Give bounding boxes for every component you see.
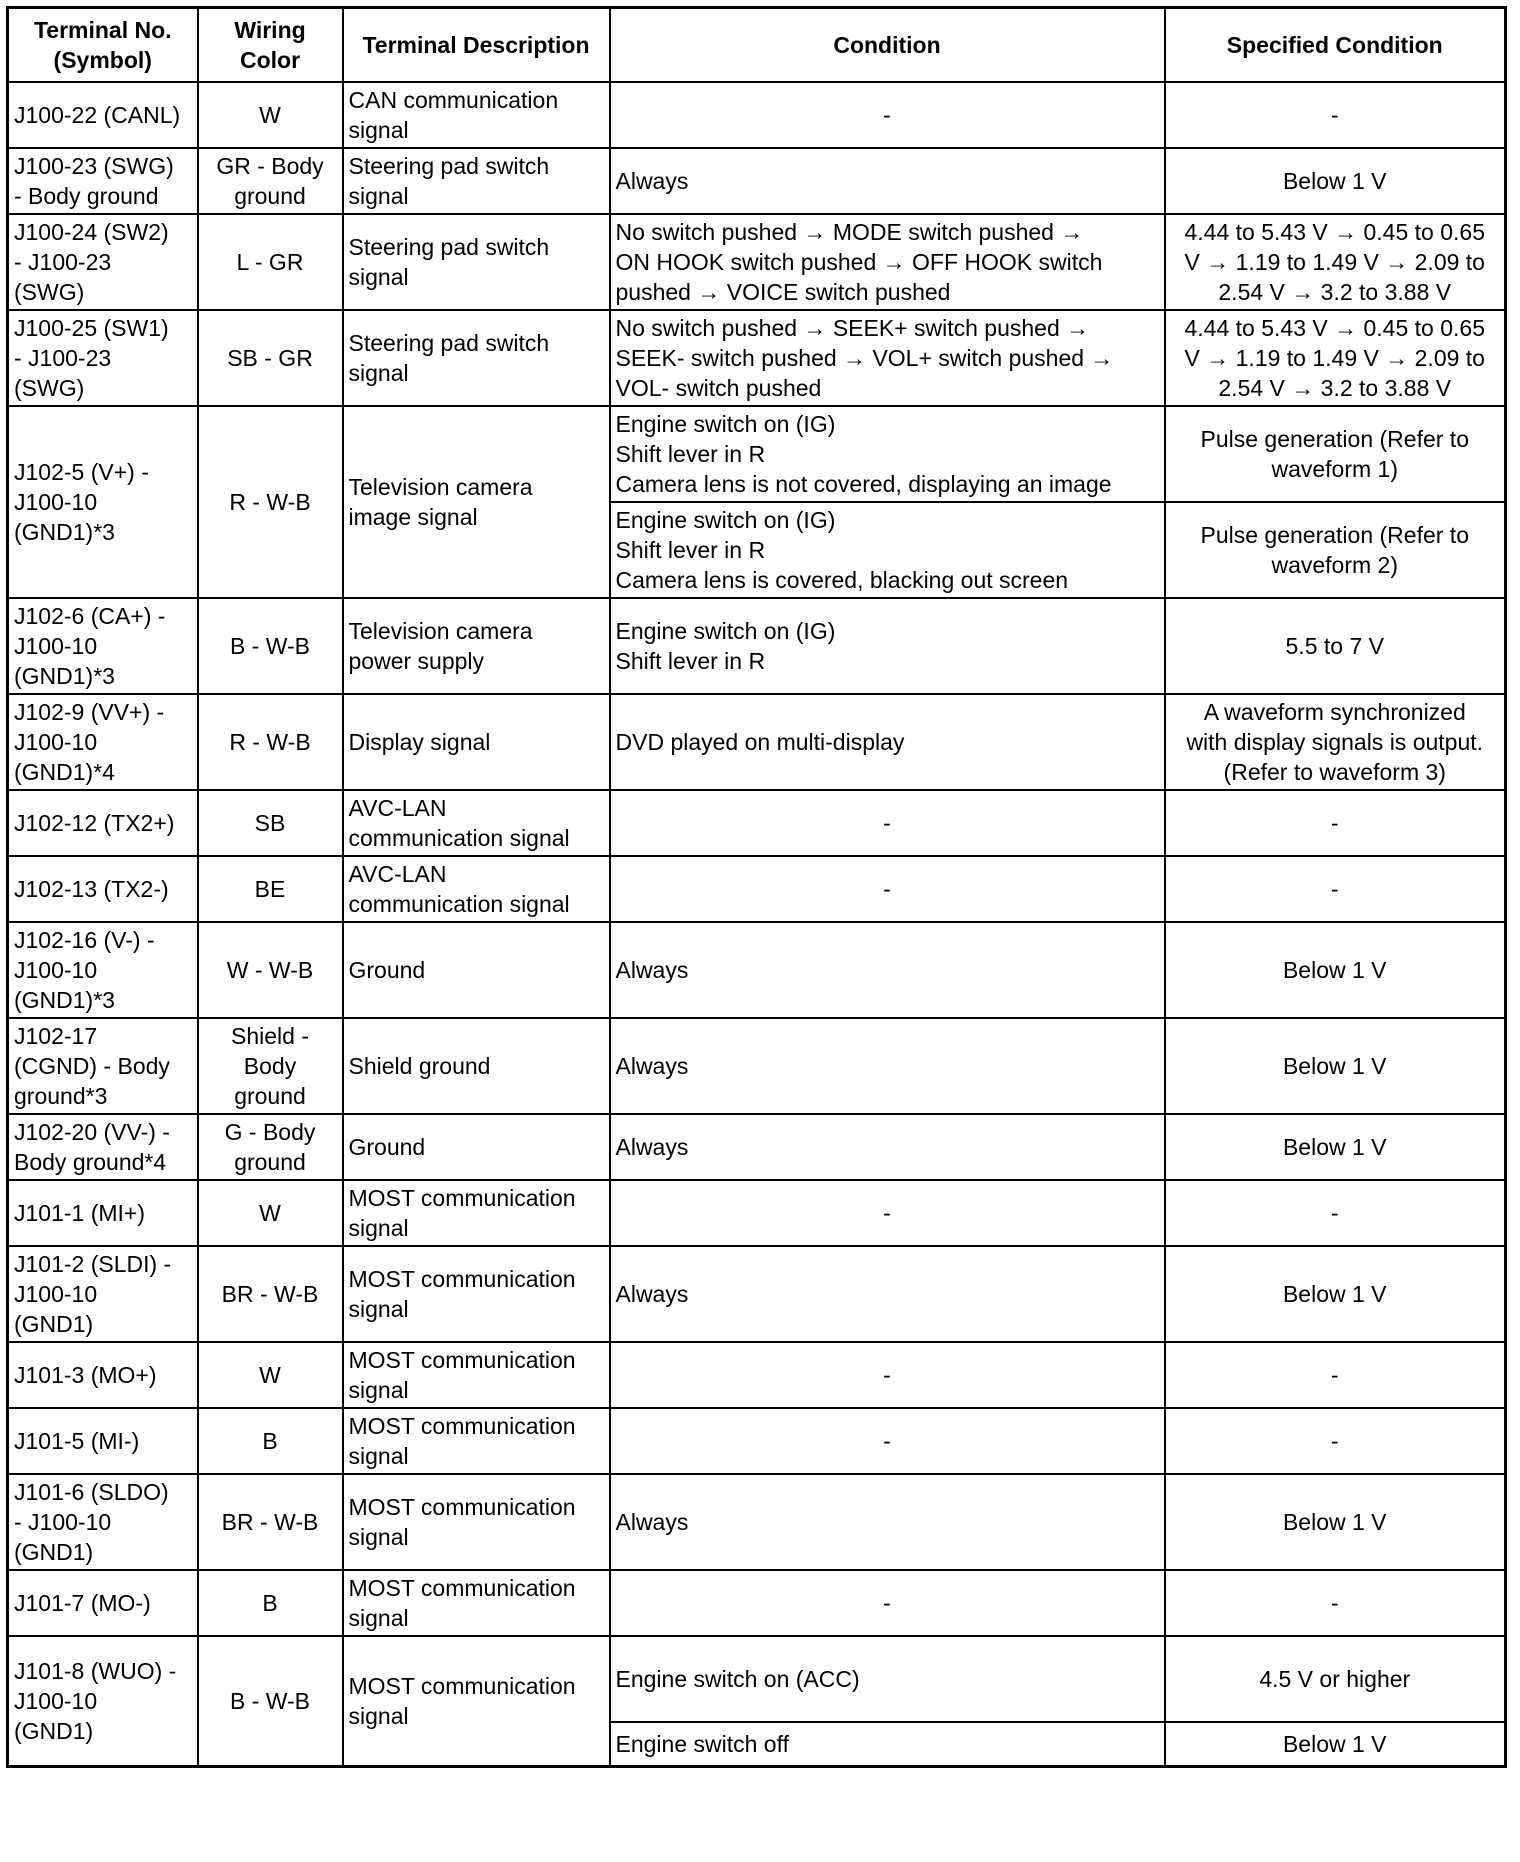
condition-cell: - xyxy=(610,1180,1165,1246)
condition-cell: Engine switch on (IG) Shift lever in R xyxy=(610,598,1165,694)
specified-condition-cell: - xyxy=(1165,1570,1506,1636)
wiring-color-cell: B xyxy=(198,1570,343,1636)
terminal-cell: J102-9 (VV+) - J100-10 (GND1)*4 xyxy=(8,694,198,790)
table-row xyxy=(8,1408,1506,1474)
table-row xyxy=(8,856,1506,922)
table-header-row xyxy=(8,8,1506,83)
table-row xyxy=(8,1180,1506,1246)
specified-condition-cell: Below 1 V xyxy=(1165,1474,1506,1570)
terminal-description-cell: Display signal xyxy=(343,694,610,790)
wiring-color-cell: W xyxy=(198,82,343,148)
terminal-description-cell: Steering pad switch signal xyxy=(343,310,610,406)
terminal-cell: J102-17 (CGND) - Body ground*3 xyxy=(8,1018,198,1114)
terminal-cell: J100-22 (CANL) xyxy=(8,82,198,148)
condition-cell: Always xyxy=(610,1246,1165,1342)
wiring-color-cell: GR - Body ground xyxy=(198,148,343,214)
condition-cell: Always xyxy=(610,148,1165,214)
table-row xyxy=(8,214,1506,310)
table-row xyxy=(8,1342,1506,1408)
wiring-color-cell: BR - W-B xyxy=(198,1474,343,1570)
header-wiring-color: Wiring Color xyxy=(198,8,343,83)
condition-cell: Engine switch on (IG) Shift lever in R Camera lens is not covered, displaying an image xyxy=(610,406,1165,502)
terminal-description-cell: AVC-LAN communication signal xyxy=(343,856,610,922)
wiring-color-cell: R - W-B xyxy=(198,406,343,598)
wiring-color-cell: W xyxy=(198,1342,343,1408)
condition-cell: No switch pushed → MODE switch pushed → ON HOOK switch pushed → OFF HOOK switch pushed → VOICE switch pushed xyxy=(610,214,1165,310)
specified-condition-cell: - xyxy=(1165,82,1506,148)
terminal-description-cell: CAN communication signal xyxy=(343,82,610,148)
condition-cell: Always xyxy=(610,1114,1165,1180)
terminal-cell: J101-7 (MO-) xyxy=(8,1570,198,1636)
wiring-color-cell: B xyxy=(198,1408,343,1474)
condition-cell: DVD played on multi-display xyxy=(610,694,1165,790)
terminal-description-cell: MOST communication signal xyxy=(343,1408,610,1474)
terminal-cell: J101-1 (MI+) xyxy=(8,1180,198,1246)
table-row xyxy=(8,82,1506,148)
specified-condition-cell: - xyxy=(1165,1342,1506,1408)
wiring-color-cell: W xyxy=(198,1180,343,1246)
condition-cell: Engine switch off xyxy=(610,1722,1165,1766)
table-row xyxy=(8,790,1506,856)
terminal-spec-table xyxy=(6,6,1507,1768)
terminal-cell: J102-16 (V-) - J100-10 (GND1)*3 xyxy=(8,922,198,1018)
table-row xyxy=(8,1636,1506,1722)
specified-condition-cell: - xyxy=(1165,856,1506,922)
condition-cell: Engine switch on (ACC) xyxy=(610,1636,1165,1722)
table-row xyxy=(8,406,1506,502)
table-row xyxy=(8,1246,1506,1342)
specified-condition-cell: Below 1 V xyxy=(1165,1722,1506,1766)
condition-cell: - xyxy=(610,856,1165,922)
terminal-cell: J102-13 (TX2-) xyxy=(8,856,198,922)
specified-condition-cell: Pulse generation (Refer to waveform 2) xyxy=(1165,502,1506,598)
terminal-description-cell: Ground xyxy=(343,1114,610,1180)
terminal-description-cell: MOST communication signal xyxy=(343,1570,610,1636)
wiring-color-cell: W - W-B xyxy=(198,922,343,1018)
terminal-cell: J101-6 (SLDO) - J100-10 (GND1) xyxy=(8,1474,198,1570)
header-condition: Condition xyxy=(610,8,1165,83)
condition-cell: - xyxy=(610,790,1165,856)
terminal-cell: J101-8 (WUO) - J100-10 (GND1) xyxy=(8,1636,198,1766)
condition-cell: - xyxy=(610,1342,1165,1408)
table-row xyxy=(8,310,1506,406)
specified-condition-cell: - xyxy=(1165,1180,1506,1246)
terminal-cell: J101-2 (SLDI) - J100-10 (GND1) xyxy=(8,1246,198,1342)
terminal-cell: J102-20 (VV-) - Body ground*4 xyxy=(8,1114,198,1180)
condition-cell: - xyxy=(610,82,1165,148)
terminal-description-cell: Steering pad switch signal xyxy=(343,214,610,310)
specified-condition-cell: Below 1 V xyxy=(1165,1018,1506,1114)
condition-cell: - xyxy=(610,1408,1165,1474)
specified-condition-cell: Below 1 V xyxy=(1165,1114,1506,1180)
wiring-color-cell: BE xyxy=(198,856,343,922)
terminal-description-cell: Television camera power supply xyxy=(343,598,610,694)
specified-condition-cell: 4.44 to 5.43 V → 0.45 to 0.65 V → 1.19 to 1.49 V → 2.09 to 2.54 V → 3.2 to 3.88 V xyxy=(1165,310,1506,406)
wiring-color-cell: B - W-B xyxy=(198,598,343,694)
table-row xyxy=(8,1114,1506,1180)
terminal-spec-page xyxy=(6,6,1504,1768)
condition-cell: No switch pushed → SEEK+ switch pushed → SEEK- switch pushed → VOL+ switch pushed → VOL- switch pushed xyxy=(610,310,1165,406)
wiring-color-cell: B - W-B xyxy=(198,1636,343,1766)
terminal-description-cell: Steering pad switch signal xyxy=(343,148,610,214)
table-row xyxy=(8,922,1506,1018)
table-row xyxy=(8,1018,1506,1114)
header-terminal-description: Terminal Description xyxy=(343,8,610,83)
terminal-cell: J102-6 (CA+) - J100-10 (GND1)*3 xyxy=(8,598,198,694)
wiring-color-cell: Shield - Body ground xyxy=(198,1018,343,1114)
specified-condition-cell: Pulse generation (Refer to waveform 1) xyxy=(1165,406,1506,502)
terminal-cell: J100-25 (SW1) - J100-23 (SWG) xyxy=(8,310,198,406)
table-row xyxy=(8,694,1506,790)
table-body xyxy=(8,82,1506,1766)
condition-cell: Always xyxy=(610,922,1165,1018)
wiring-color-cell: SB xyxy=(198,790,343,856)
table-row xyxy=(8,598,1506,694)
specified-condition-cell: 4.5 V or higher xyxy=(1165,1636,1506,1722)
condition-cell: Always xyxy=(610,1018,1165,1114)
specified-condition-cell: 5.5 to 7 V xyxy=(1165,598,1506,694)
specified-condition-cell: 4.44 to 5.43 V → 0.45 to 0.65 V → 1.19 to 1.49 V → 2.09 to 2.54 V → 3.2 to 3.88 V xyxy=(1165,214,1506,310)
terminal-cell: J100-24 (SW2) - J100-23 (SWG) xyxy=(8,214,198,310)
specified-condition-cell: - xyxy=(1165,790,1506,856)
condition-cell: Engine switch on (IG) Shift lever in R Camera lens is covered, blacking out screen xyxy=(610,502,1165,598)
wiring-color-cell: L - GR xyxy=(198,214,343,310)
condition-cell: - xyxy=(610,1570,1165,1636)
specified-condition-cell: Below 1 V xyxy=(1165,922,1506,1018)
terminal-description-cell: AVC-LAN communication signal xyxy=(343,790,610,856)
header-terminal: Terminal No. (Symbol) xyxy=(8,8,198,83)
wiring-color-cell: R - W-B xyxy=(198,694,343,790)
specified-condition-cell: Below 1 V xyxy=(1165,1246,1506,1342)
terminal-description-cell: Shield ground xyxy=(343,1018,610,1114)
table-row xyxy=(8,148,1506,214)
specified-condition-cell: - xyxy=(1165,1408,1506,1474)
terminal-cell: J102-5 (V+) - J100-10 (GND1)*3 xyxy=(8,406,198,598)
table-row xyxy=(8,1570,1506,1636)
table-row xyxy=(8,1474,1506,1570)
condition-cell: Always xyxy=(610,1474,1165,1570)
terminal-description-cell: MOST communication signal xyxy=(343,1342,610,1408)
terminal-description-cell: Ground xyxy=(343,922,610,1018)
specified-condition-cell: A waveform synchronized with display signals is output. (Refer to waveform 3) xyxy=(1165,694,1506,790)
wiring-color-cell: SB - GR xyxy=(198,310,343,406)
terminal-description-cell: MOST communication signal xyxy=(343,1636,610,1766)
terminal-description-cell: MOST communication signal xyxy=(343,1474,610,1570)
wiring-color-cell: G - Body ground xyxy=(198,1114,343,1180)
terminal-description-cell: Television camera image signal xyxy=(343,406,610,598)
terminal-cell: J101-3 (MO+) xyxy=(8,1342,198,1408)
header-specified-condition: Specified Condition xyxy=(1165,8,1506,83)
terminal-description-cell: MOST communication signal xyxy=(343,1246,610,1342)
terminal-description-cell: MOST communication signal xyxy=(343,1180,610,1246)
terminal-cell: J100-23 (SWG) - Body ground xyxy=(8,148,198,214)
terminal-cell: J102-12 (TX2+) xyxy=(8,790,198,856)
specified-condition-cell: Below 1 V xyxy=(1165,148,1506,214)
terminal-cell: J101-5 (MI-) xyxy=(8,1408,198,1474)
wiring-color-cell: BR - W-B xyxy=(198,1246,343,1342)
